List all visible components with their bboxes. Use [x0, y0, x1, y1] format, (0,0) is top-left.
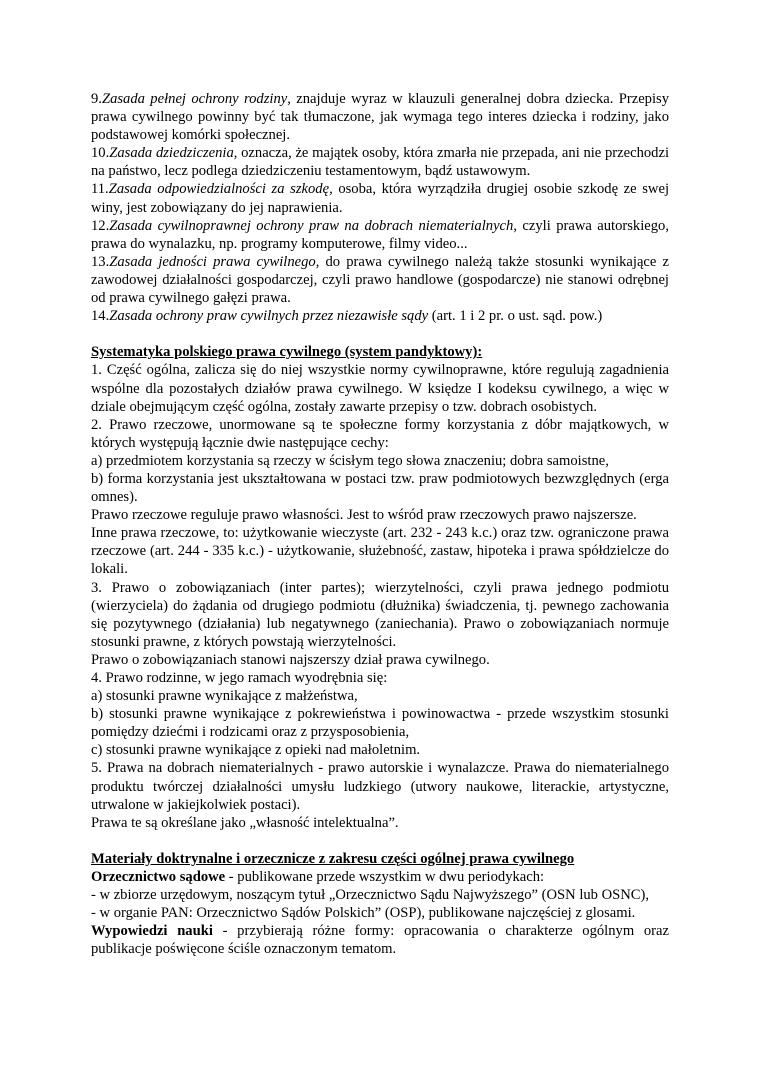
spacer [91, 832, 669, 850]
paragraph: c) stosunki prawne wynikające z opieki nad małoletnim. [91, 742, 421, 759]
principle-13: 13.Zasada jedności prawa cywilnego, do prawa cywilnego należą także stosunki wynikające z zawodowej działalności gospodarczej, czyli prawo handlowe (gospodarcze) nie stanowi odrębnej od prawa cywilnego gałęzi prawa. [91, 253, 669, 307]
paragraph: 3. Prawo o zobowiązaniach (inter partes); wierzytelności, czyli prawa jednego podmiotu (wierzyciela) do żądania od drugiego podmiotu (dłużnika) świadczenia, tj. pewnego zachowania się pozytywnego (działania) lub negatywnego (zaniechania). Prawo o zobowiązaniach normuje stosunki prawne, z których powstają wierzytelności. [91, 579, 669, 650]
paragraph: Prawo rzeczowe reguluje prawo własności. Jest to wśród praw rzeczowych prawo najszersze. [91, 507, 637, 524]
principle-12: 12.Zasada cywilnoprawnej ochrony praw na dobrach niematerialnych, czyli prawa autorskiego, prawa do wynalazku, np. programy komputerowe, filmy video... [91, 217, 669, 252]
paragraph: 1. Część ogólna, zalicza się do niej wszystkie normy cywilnoprawne, które regulują zagadnienia wspólne dla pozostałych działów prawa cywilnego. W księdze I kodeksu cywilnego, a więc w dziale obejmującym część ogólna, zostały zawarte przepisy o tzw. dobrach osobistych. [91, 362, 669, 415]
list-item: - w zbiorze urzędowym, noszącym tytuł „Orzecznictwo Sądu Najwyższego” (OSN lub OSNC), [91, 887, 650, 904]
materials-section [91, 850, 669, 959]
list-item: - w organie PAN: Orzecznictwo Sądów Polskich” (OSP), publikowane najczęściej z glosami. [91, 905, 636, 922]
paragraph: b) forma korzystania jest ukształtowana w postaci tzw. praw podmiotowych bezwzględnych (erga omnes). [91, 470, 669, 506]
principle-title: Zasada dziedziczenia [109, 145, 234, 162]
paragraph: a) przedmiotem korzystania są rzeczy w ścisłym tego słowa znaczeniu; dobra samoistne, [91, 452, 609, 469]
document-page [91, 90, 669, 959]
principle-14: 14.Zasada ochrony praw cywilnych przez niezawisłe sądy (art. 1 i 2 pr. o ust. sąd. pow.) [91, 308, 603, 325]
paragraph: b) stosunki prawne wynikające z pokrewieństwa i powinowactwa - przede wszystkim stosunki pomiędzy dziećmi i rodzicami oraz z przysposobienia, [91, 706, 669, 741]
principle-title: Zasada ochrony praw cywilnych przez niezawisłe sądy [109, 308, 429, 325]
principle-title: Zasada odpowiedzialności za szkodę [108, 181, 330, 198]
paragraph: 5. Prawa na dobrach niematerialnych - prawo autorskie i wynalazcze. Prawa do niematerialnego produktu twórczej działalności umysłu ludzkiego (utwory naukowe, literackie, artystyczne, utrwalone w jakiejkolwiek postaci). [91, 760, 669, 813]
principle-11: 11.Zasada odpowiedzialności za szkodę, osoba, która wyrządziła drugiej osobie szkodę ze swej winy, jest zobowiązany do jej naprawienia. [91, 181, 669, 216]
paragraph: Prawo o zobowiązaniach stanowi najszerszy dział prawa cywilnego. [91, 651, 490, 668]
paragraph: Prawa te są określane jako „własność intelektualna”. [91, 814, 399, 831]
term-label: Orzecznictwo sądowe [91, 869, 226, 886]
principle-title: Zasada jedności prawa cywilnego [109, 253, 316, 270]
section-heading: Materiały doktrynalne i orzecznicze z zakresu części ogólnej prawa cywilnego [91, 850, 575, 867]
principle-10: 10.Zasada dziedziczenia, oznacza, że majątek osoby, która zmarła nie przepada, ani nie przechodzi na państwo, lecz podlega dziedziczeniu testamentowym, bądź ustawowym. [91, 145, 669, 180]
term-label: Wypowiedzi nauki [91, 923, 213, 940]
principle-title: Zasada pełnej ochrony rodziny [101, 91, 288, 107]
systematics-section [91, 343, 669, 832]
principle-title: Zasada cywilnoprawnej ochrony praw na dobrach niematerialnych [109, 217, 514, 234]
paragraph: 4. Prawo rodzinne, w jego ramach wyodrębnia się: [91, 670, 388, 686]
jurisprudence-paragraph: Orzecznictwo sądowe - publikowane przede wszystkim w dwu periodykach: [91, 869, 545, 886]
paragraph: Inne prawa rzeczowe, to: użytkowanie wieczyste (art. 232 - 243 k.c.) oraz tzw. ograniczone prawa rzeczowe (art. 244 - 335 k.c.) - użytkowanie, służebność, zastaw, hipoteka i prawa spółdzielcze do lokali. [91, 525, 669, 578]
doctrine-paragraph: Wypowiedzi nauki - przybierają różne formy: opracowania o charakterze ogólnym oraz publikacje poświęcone ściśle oznaczonym tematom. [91, 923, 669, 958]
paragraph: 2. Prawo rzeczowe, unormowane są te społeczne formy korzystania z dóbr majątkowych, w których występują łącznie dwie następujące cechy: [91, 416, 669, 451]
spacer [91, 325, 669, 343]
paragraph: a) stosunki prawne wynikające z małżeństwa, [91, 688, 358, 705]
principles-list [91, 90, 669, 325]
principle-9: 9.Zasada pełnej ochrony rodziny, znajduje wyraz w klauzuli generalnej dobra dziecka. Przepisy prawa cywilnego powinny być tak tłumaczone, jak wymaga tego interes dziecka i rodziny, jako podstawowej komórki społecznej. [91, 91, 669, 144]
section-heading: Systematyka polskiego prawa cywilnego (system pandyktowy): [91, 344, 483, 361]
